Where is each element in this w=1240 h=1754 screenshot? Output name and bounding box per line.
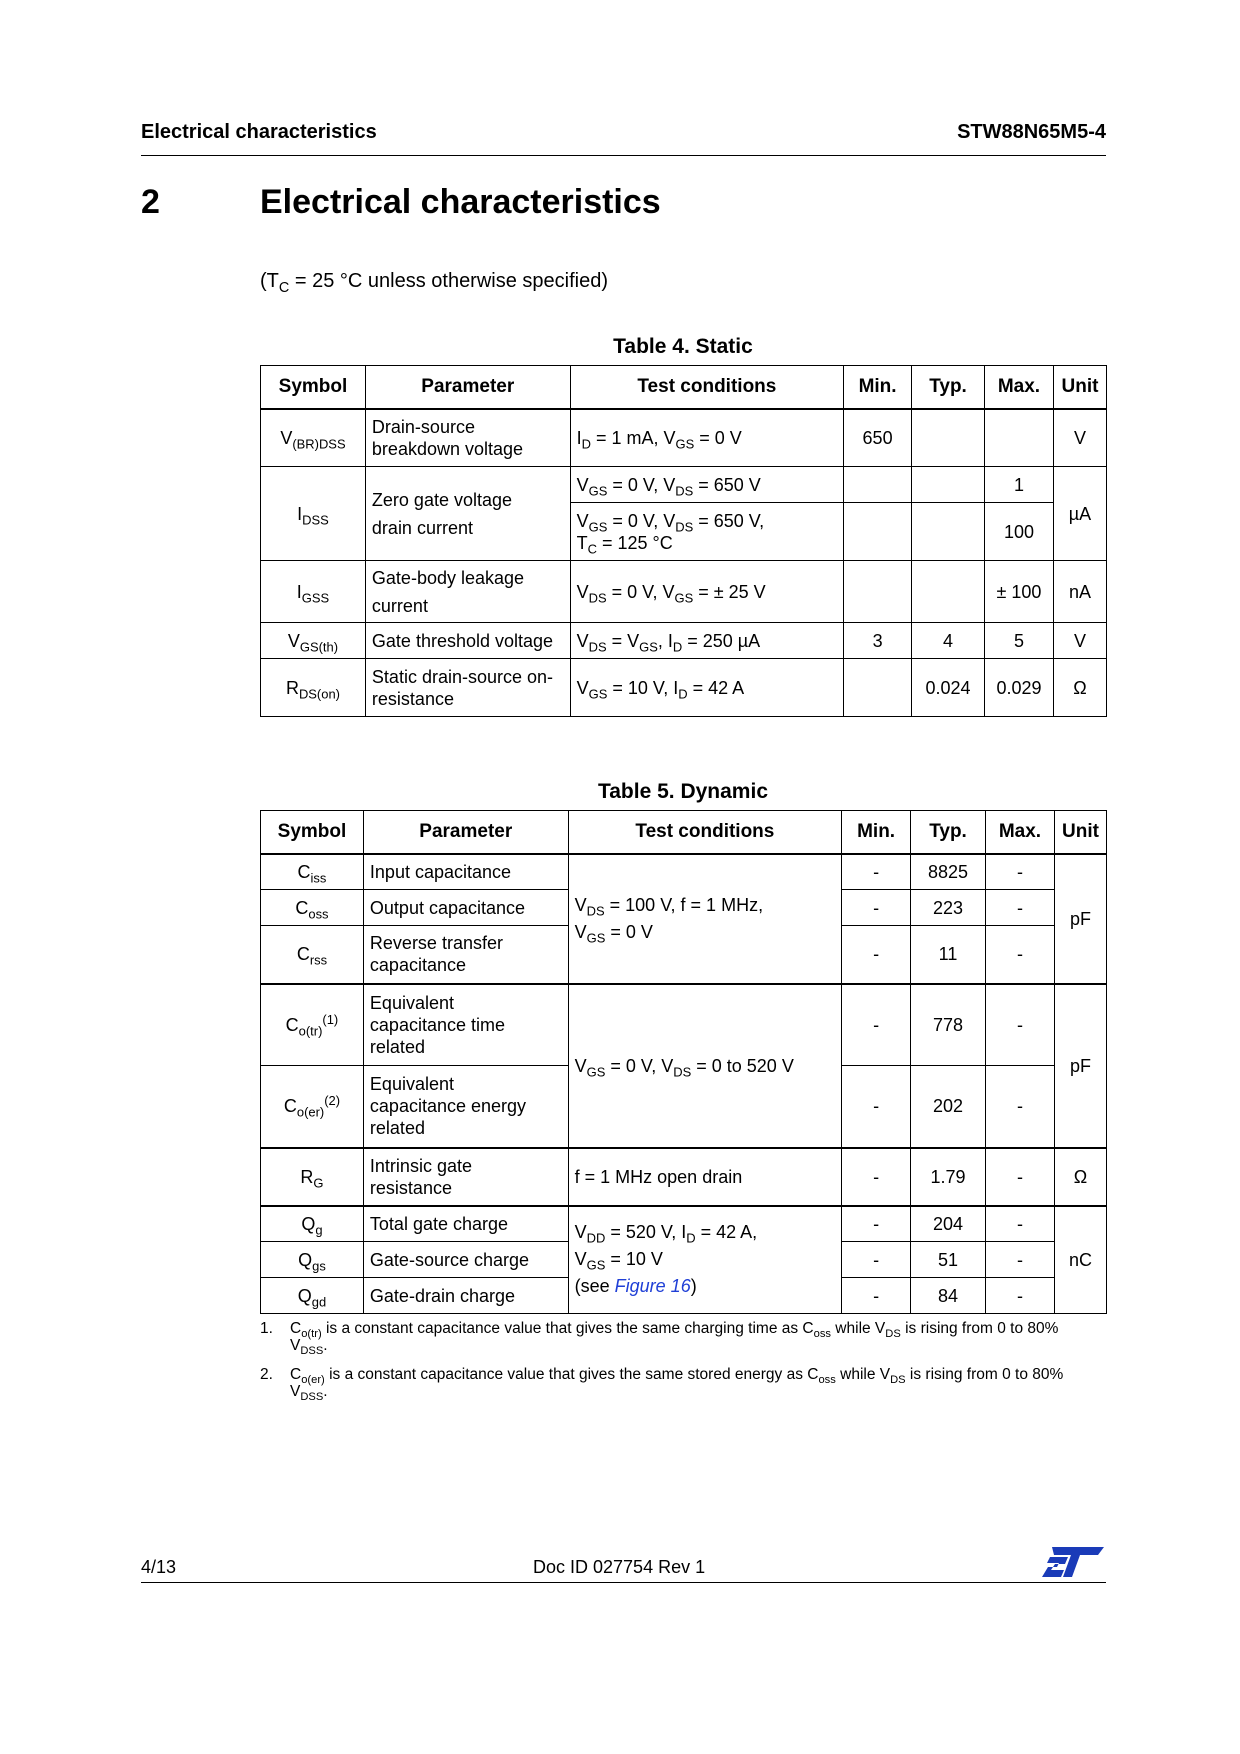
min-cell xyxy=(844,503,912,561)
table5-header-row xyxy=(261,811,1107,854)
min-cell: - xyxy=(842,1278,911,1314)
parameter-cell: Total gate charge xyxy=(363,1206,568,1242)
typ-cell: 0.024 xyxy=(912,659,985,717)
typ-cell: 4 xyxy=(912,623,985,659)
st-logo-icon xyxy=(1042,1545,1104,1579)
col-parameter: Parameter xyxy=(363,811,568,854)
symbol-cell: $R_{DS(on)}$ xyxy=(261,659,366,717)
page-number: 4/13 xyxy=(141,1557,177,1577)
max-cell: ± 100 xyxy=(985,561,1054,623)
parameter-cell: Gate-source charge xyxy=(363,1242,568,1278)
table4-caption: Table 4. Static xyxy=(613,335,753,358)
unit-cell: nC xyxy=(1054,1206,1106,1314)
test-condition-cell: $V_{GS} = 0$ V, $V_{DS} = 650$ V xyxy=(570,467,844,503)
test-condition-cell: $V_{GS} = 0$ V, $V_{DS} = 0$ to 520 V xyxy=(568,984,842,1148)
symbol-cell: $C_{iss}$ xyxy=(261,854,364,890)
max-cell: - xyxy=(985,984,1054,1066)
table-static xyxy=(260,365,1107,717)
parameter-cell: Input capacitance xyxy=(363,854,568,890)
test-condition-cell: $V_{DS} = 0$ V, $V_{GS}$ = ± 25 V xyxy=(570,561,844,623)
symbol-cell: $Q_{gs}$ xyxy=(261,1242,364,1278)
typ-cell: 778 xyxy=(911,984,986,1066)
header-rule xyxy=(141,155,1106,156)
symbol-cell: $R_G$ xyxy=(261,1148,364,1206)
min-cell: - xyxy=(842,984,911,1066)
col-symbol: Symbol xyxy=(261,366,366,409)
table4-header-row xyxy=(261,366,1107,409)
section-title: Electrical characteristics xyxy=(260,183,661,221)
figure-16-link[interactable]: Figure 16 xyxy=(614,1276,691,1297)
unit-cell: Ω xyxy=(1054,1148,1106,1206)
parameter-cell: Drain-source breakdown voltage xyxy=(365,409,570,467)
running-header-title: Electrical characteristics xyxy=(141,121,377,143)
parameter-cell: Zero gate voltage drain current xyxy=(365,467,570,561)
typ-cell: 8825 xyxy=(911,854,986,890)
table-row xyxy=(261,854,1107,890)
footnote-1: 1. $C_{o(tr)}$ is a constant capacitance value that gives the same charging time as $C_{oss}$ while $V_{DS}$ is rising from 0 to 80% $V_{DSS}$. xyxy=(260,1320,1059,1357)
test-condition-cell: $V_{DS} = V_{GS}$, $I_D = 250$ µA xyxy=(570,623,844,659)
min-cell: - xyxy=(842,1242,911,1278)
max-cell: - xyxy=(985,1066,1054,1148)
symbol-cell: $V_{GS(th)}$ xyxy=(261,623,366,659)
table-row xyxy=(261,467,1107,503)
table-row xyxy=(261,561,1107,623)
section-number: 2 xyxy=(141,183,160,221)
test-condition-cell: f = 1 MHz open drain xyxy=(568,1148,842,1206)
col-min: Min. xyxy=(842,811,911,854)
typ-cell: 223 xyxy=(911,890,986,926)
unit-cell: V xyxy=(1053,409,1106,467)
test-condition-cell: $V_{DD} = 520$ V, $I_D = 42$ A, $V_{GS} = 10$ V (see Figure 16) xyxy=(568,1206,842,1314)
typ-cell: 1.79 xyxy=(911,1148,986,1206)
test-condition-cell: $V_{DS} = 100$ V, f = 1 MHz, $V_{GS} = 0$ V xyxy=(568,854,842,984)
typ-cell xyxy=(912,503,985,561)
unit-cell: µA xyxy=(1053,467,1106,561)
symbol-cell: $C_{rss}$ xyxy=(261,926,364,984)
max-cell: - xyxy=(985,1206,1054,1242)
table-row xyxy=(261,1206,1107,1242)
min-cell: - xyxy=(842,1148,911,1206)
max-cell: - xyxy=(985,1242,1054,1278)
typ-cell: 51 xyxy=(911,1242,986,1278)
table-row xyxy=(261,659,1107,717)
test-condition-cell: $V_{GS} = 10$ V, $I_D = 42$ A xyxy=(570,659,844,717)
min-cell: 650 xyxy=(844,409,912,467)
parameter-cell: Gate-body leakage current xyxy=(365,561,570,623)
unit-cell: Ω xyxy=(1053,659,1106,717)
table-row xyxy=(261,1148,1107,1206)
min-cell: 3 xyxy=(844,623,912,659)
symbol-cell: $C_{oss}$ xyxy=(261,890,364,926)
footer-rule xyxy=(141,1582,1106,1583)
min-cell xyxy=(844,561,912,623)
test-condition-note: ($T_C = 25$ °C unless otherwise specified) xyxy=(260,270,609,297)
min-cell: - xyxy=(842,926,911,984)
parameter-cell: Static drain-source on- resistance xyxy=(365,659,570,717)
parameter-cell: Output capacitance xyxy=(363,890,568,926)
min-cell xyxy=(844,659,912,717)
symbol-cell: $I_{GSS}$ xyxy=(261,561,366,623)
col-test-conditions: Test conditions xyxy=(570,366,844,409)
min-cell: - xyxy=(842,854,911,890)
running-header-part-number: STW88N65M5-4 xyxy=(957,121,1106,143)
test-condition-cell: $V_{GS} = 0$ V, $V_{DS} = 650$ V, $T_C = 125$ °C xyxy=(570,503,844,561)
max-cell: - xyxy=(985,1148,1054,1206)
typ-cell: 204 xyxy=(911,1206,986,1242)
col-min: Min. xyxy=(844,366,912,409)
test-condition-cell: $I_D = 1$ mA, $V_{GS} = 0$ V xyxy=(570,409,844,467)
typ-cell xyxy=(912,561,985,623)
min-cell: - xyxy=(842,1066,911,1148)
symbol-cell: $V_{(BR)DSS}$ xyxy=(261,409,366,467)
max-cell: - xyxy=(985,1278,1054,1314)
col-unit: Unit xyxy=(1053,366,1106,409)
unit-cell: pF xyxy=(1054,854,1106,984)
unit-cell: pF xyxy=(1054,984,1106,1148)
col-max: Max. xyxy=(985,366,1054,409)
max-cell: - xyxy=(985,926,1054,984)
col-unit: Unit xyxy=(1054,811,1106,854)
table-row xyxy=(261,623,1107,659)
min-cell: - xyxy=(842,890,911,926)
col-parameter: Parameter xyxy=(365,366,570,409)
min-cell: - xyxy=(842,1206,911,1242)
max-cell: 5 xyxy=(985,623,1054,659)
col-test-conditions: Test conditions xyxy=(568,811,842,854)
col-max: Max. xyxy=(985,811,1054,854)
max-cell: 100 xyxy=(985,503,1054,561)
footnote-2: 2. $C_{o(er)}$ is a constant capacitance value that gives the same stored energy as $C_{oss}$ while $V_{DS}$ is rising from 0 to 80% $V_{DSS}$. xyxy=(260,1366,1064,1403)
max-cell: - xyxy=(985,890,1054,926)
typ-cell xyxy=(912,409,985,467)
symbol-cell: $I_{DSS}$ xyxy=(261,467,366,561)
typ-cell: 84 xyxy=(911,1278,986,1314)
parameter-cell: Intrinsic gate resistance xyxy=(363,1148,568,1206)
max-cell xyxy=(985,409,1054,467)
symbol-cell: $C_{o(tr)}^{(1)}$ xyxy=(261,984,364,1066)
table5-caption: Table 5. Dynamic xyxy=(597,780,768,803)
typ-cell: 202 xyxy=(911,1066,986,1148)
parameter-cell: Reverse transfer capacitance xyxy=(363,926,568,984)
table-row xyxy=(261,409,1107,467)
doc-id: Doc ID 027754 Rev 1 xyxy=(533,1557,706,1577)
typ-cell xyxy=(912,467,985,503)
col-typ: Typ. xyxy=(912,366,985,409)
col-typ: Typ. xyxy=(911,811,986,854)
max-cell: - xyxy=(985,854,1054,890)
symbol-cell: $C_{o(er)}^{(2)}$ xyxy=(261,1066,364,1148)
parameter-cell: Equivalent capacitance energy related xyxy=(363,1066,568,1148)
max-cell: 1 xyxy=(985,467,1054,503)
symbol-cell: $Q_g$ xyxy=(261,1206,364,1242)
min-cell xyxy=(844,467,912,503)
parameter-cell: Gate-drain charge xyxy=(363,1278,568,1314)
symbol-cell: $Q_{gd}$ xyxy=(261,1278,364,1314)
parameter-cell: Equivalent capacitance time related xyxy=(363,984,568,1066)
unit-cell: V xyxy=(1053,623,1106,659)
max-cell: 0.029 xyxy=(985,659,1054,717)
table-row xyxy=(261,984,1107,1066)
col-symbol: Symbol xyxy=(261,811,364,854)
table-dynamic xyxy=(260,810,1107,1314)
parameter-cell: Gate threshold voltage xyxy=(365,623,570,659)
unit-cell: nA xyxy=(1053,561,1106,623)
typ-cell: 11 xyxy=(911,926,986,984)
